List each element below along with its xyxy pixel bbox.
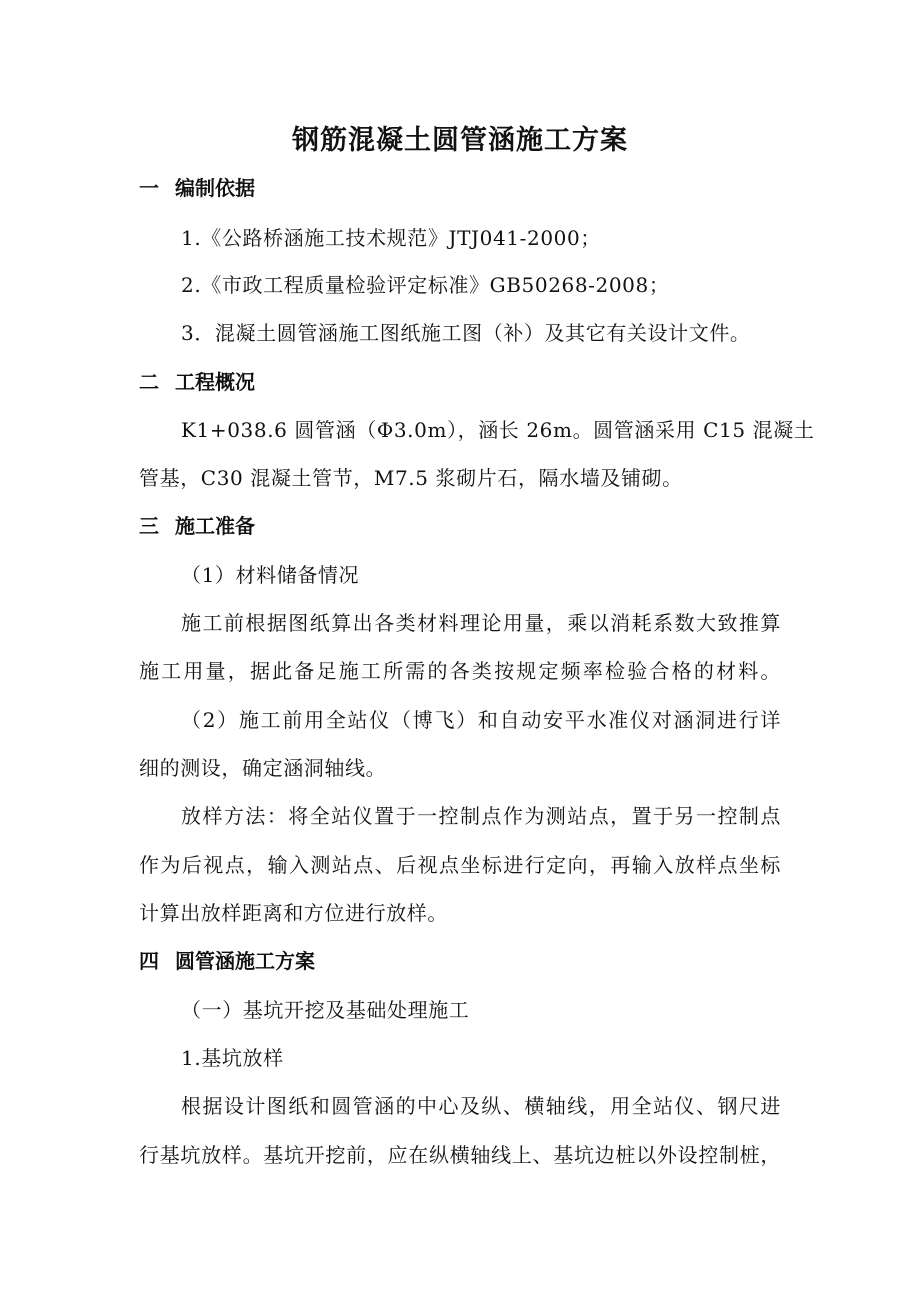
section-number: 一 [139, 176, 159, 200]
prep-paragraph-line: （2）施工前用全站仪（博飞）和自动安平水准仪对涵洞进行详 [181, 708, 781, 732]
section-heading-2 [139, 366, 255, 395]
prep-paragraph-line: 施工前根据图纸算出各类材料理论用量，乘以消耗系数大致推算 [181, 611, 781, 635]
plan-item-1-heading: 1.基坑放样 [181, 1046, 284, 1070]
section-title: 编制依据 [175, 176, 255, 200]
plan-paragraph-line: 根据设计图纸和圆管涵的中心及纵、横轴线，用全站仪、钢尺进 [181, 1094, 781, 1118]
method-paragraph-line: 计算出放样距离和方位进行放样。 [139, 901, 448, 925]
section-number: 二 [139, 370, 159, 394]
prep-subheading-1: （1）材料储备情况 [181, 563, 360, 587]
section-number: 四 [139, 949, 159, 973]
plan-subheading-1: （一）基坑开挖及基础处理施工 [181, 998, 470, 1022]
method-paragraph-line: 放样方法：将全站仪置于一控制点作为测站点，置于另一控制点 [181, 804, 781, 828]
basis-item-3: 3．混凝土圆管涵施工图纸施工图（补）及其它有关设计文件。 [181, 321, 751, 345]
section-title: 圆管涵施工方案 [175, 949, 315, 973]
section-heading-3 [139, 510, 255, 539]
method-paragraph-line: 作为后视点，输入测站点、后视点坐标进行定向，再输入放样点坐标 [139, 853, 781, 877]
section-number: 三 [139, 514, 159, 538]
prep-paragraph-line: 细的测设，确定涵洞轴线。 [139, 756, 387, 780]
section-title: 工程概况 [175, 370, 255, 394]
basis-item-2: 2.《市政工程质量检验评定标准》GB50268-2008； [181, 273, 670, 297]
section-heading-4 [139, 945, 315, 974]
document-title: 钢筋混凝土圆管涵施工方案 [292, 125, 628, 156]
prep-paragraph-line: 施工用量，据此备足施工所需的各类按规定频率检验合格的材料。 [139, 659, 781, 683]
section-heading-1 [139, 172, 255, 201]
section-title: 施工准备 [175, 514, 255, 538]
basis-item-1: 1.《公路桥涵施工技术规范》JTJ041-2000； [181, 226, 601, 250]
overview-line-2: 管基，C30 混凝土管节，M7.5 浆砌片石，隔水墙及铺砌。 [139, 466, 683, 490]
plan-paragraph-line: 行基坑放样。基坑开挖前，应在纵横轴线上、基坑边桩以外设控制桩， [139, 1143, 781, 1167]
overview-line-1: K1+038.6 圆管涵（Φ3.0m），涵长 26m。圆管涵采用 C15 混凝土 [181, 418, 815, 442]
